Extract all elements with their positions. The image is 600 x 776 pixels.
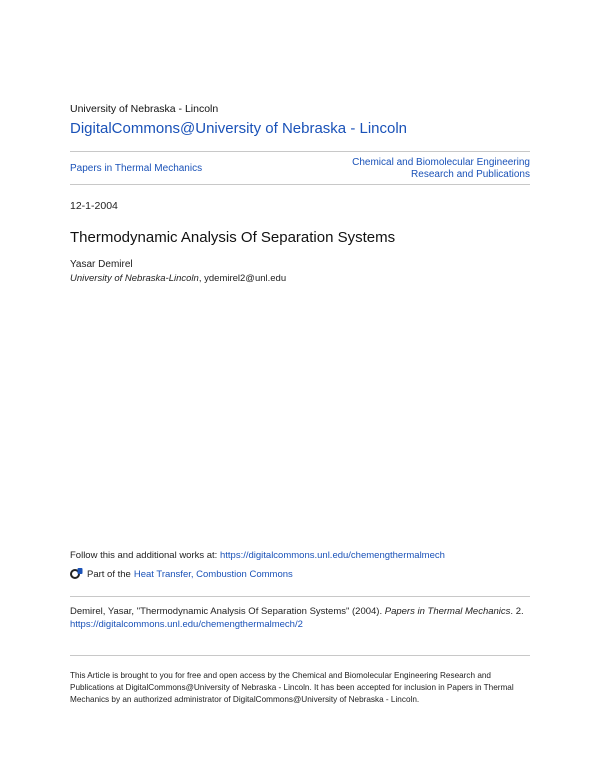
series-link-research-line1: Chemical and Biomolecular Engineering xyxy=(352,157,530,168)
article-title: Thermodynamic Analysis Of Separation Systems xyxy=(70,229,396,246)
follow-url-link[interactable]: https://digitalcommons.unl.edu/chemengthermalmech xyxy=(219,550,445,561)
institution-name: University of Nebraska - Lincoln xyxy=(70,103,219,115)
part-of-prefix: Part of the xyxy=(87,568,131,580)
top-divider xyxy=(70,151,530,152)
citation-block xyxy=(70,605,530,631)
citation-journal: Papers in Thermal Mechanics xyxy=(384,606,511,617)
citation-suffix: . 2. xyxy=(510,606,524,617)
series-link-research-line2: Research and Publications xyxy=(411,169,530,180)
publication-date: 12-1-2004 xyxy=(70,200,118,212)
citation-text: Demirel, Yasar, "Thermodynamic Analysis Of Separation Systems" (2004). xyxy=(70,606,385,617)
author-email: ydemirel2@unl.edu xyxy=(204,273,287,284)
header-divider xyxy=(70,184,530,185)
notice-divider xyxy=(70,655,530,656)
author-affiliation: University of Nebraska-Lincoln, ydemirel2@unl.edu xyxy=(70,273,287,284)
citation-divider xyxy=(70,596,530,597)
repository-link[interactable]: DigitalCommons@University of Nebraska - Lincoln xyxy=(70,120,408,137)
part-of-line xyxy=(70,567,293,581)
follow-prefix: Follow this and additional works at: xyxy=(70,550,220,561)
series-link-research[interactable] xyxy=(352,157,530,181)
commons-link[interactable]: Heat Transfer, Combustion Commons xyxy=(133,568,293,580)
follow-line xyxy=(70,550,445,561)
access-notice: This Article is brought to you for free and open access by the Chemical and Biomolecular Engineering Research and Publications at DigitalCommons@University of Nebraska - Lincoln. It has been accepted for inclusion in Papers in Thermal Mechanics by an authorized administrator of DigitalCommons@University of Nebraska - Lincoln. xyxy=(70,671,514,704)
series-link-papers[interactable]: Papers in Thermal Mechanics xyxy=(70,163,203,174)
citation-url-link[interactable]: https://digitalcommons.unl.edu/chemengthermalmech/2 xyxy=(70,619,303,630)
author-name: Yasar Demirel xyxy=(70,259,133,270)
open-access-icon xyxy=(70,567,84,581)
affiliation-name: University of Nebraska-Lincoln xyxy=(70,273,199,284)
